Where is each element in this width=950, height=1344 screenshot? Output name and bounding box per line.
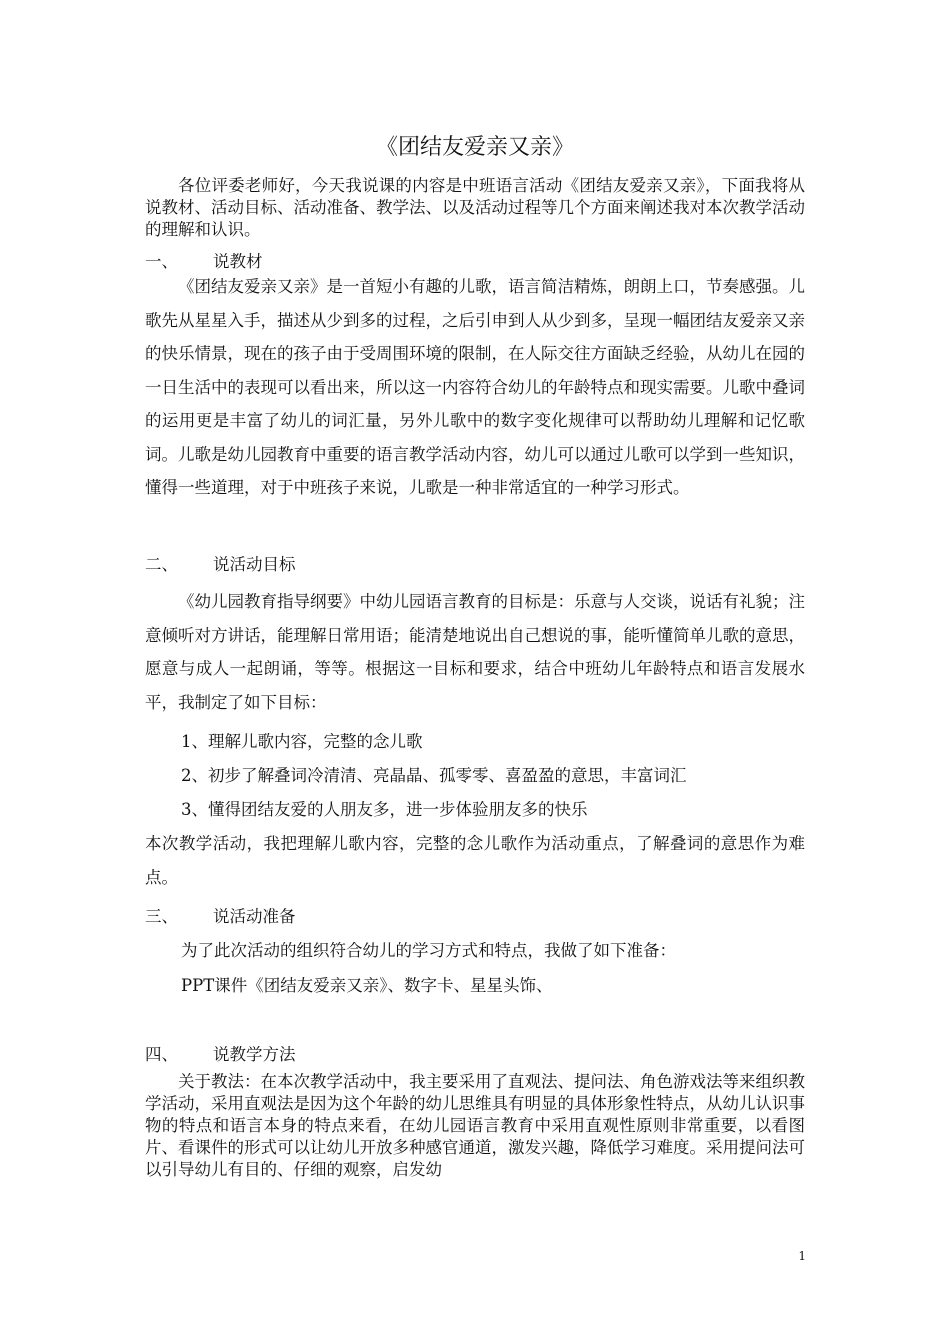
section-title: 说教学方法 <box>213 1045 296 1064</box>
goal-item: 1、理解儿歌内容，完整的念儿歌 <box>181 732 423 751</box>
section-number: 四、 <box>145 1045 178 1064</box>
section-number: 一、 <box>145 252 178 271</box>
goals-paragraph: 《幼儿园教育指导纲要》中幼儿园语言教育的目标是：乐意与人交谈，说话有礼貌；注意倾听对方讲话，能理解日常用语；能清楚地说出自己想说的事，能听懂简单儿歌的意思，愿意与成人一起朗诵，等等。根据这一目标和要求，结合中班幼儿年龄特点和语言发展水平，我制定了如下目标： <box>145 592 805 712</box>
page-number: 1 <box>798 1249 806 1263</box>
document-title: 《团结友爱亲又亲》 <box>375 135 574 160</box>
section-title: 说教材 <box>213 252 263 271</box>
preparation-paragraph: 为了此次活动的组织符合幼儿的学习方式和特点，我做了如下准备： <box>181 941 676 960</box>
methods-paragraph: 关于教法：在本次教学活动中，我主要采用了直观法、提问法、角色游戏法等来组织教学活动，采用直观法是因为这个年龄的幼儿思维具有明显的具体形象性特点，从幼儿认识事物的特点和语言本身的特点来看，在幼儿园语言教育中采用直观性原则非常重要，以看图片、看课件的形式可以让幼儿开放多种感官通道，激发兴趣，降低学习难度。采用提问法可以引导幼儿有目的、仔细的观察，启发幼 <box>145 1072 805 1179</box>
section-number: 三、 <box>145 907 178 926</box>
section-number: 二、 <box>145 555 178 574</box>
section-heading-preparation <box>145 906 296 928</box>
section-title: 说活动目标 <box>213 555 296 574</box>
goals-summary: 本次教学活动，我把理解儿歌内容，完整的念儿歌作为活动重点，了解叠词的意思作为难点。 <box>145 834 805 887</box>
section-heading-methods <box>145 1044 296 1066</box>
goal-item: 3、懂得团结友爱的人朋友多，进一步体验朋友多的快乐 <box>181 800 588 819</box>
section-title: 说活动准备 <box>213 907 296 926</box>
intro-paragraph: 各位评委老师好，今天我说课的内容是中班语言活动《团结友爱亲又亲》，下面我将从说教材、活动目标、活动准备、教学法、以及活动过程等几个方面来阐述我对本次教学活动的理解和认识。 <box>145 176 805 239</box>
section-heading-goals <box>145 554 296 576</box>
goal-item: 2、初步了解叠词冷清清、亮晶晶、孤零零、喜盈盈的意思，丰富词汇 <box>181 766 687 785</box>
preparation-materials: PPT课件《团结友爱亲又亲》、数字卡、星星头饰、 <box>181 976 553 995</box>
textbook-paragraph: 《团结友爱亲又亲》是一首短小有趣的儿歌，语言简洁精炼，朗朗上口，节奏感强。儿歌先从星星入手，描述从少到多的过程，之后引申到人从少到多，呈现一幅团结友爱亲又亲的快乐情景，现在的孩子由于受周围环境的限制，在人际交往方面缺乏经验，从幼儿在园的一日生活中的表现可以看出来，所以这一内容符合幼儿的年龄特点和现实需要。儿歌中叠词的运用更是丰富了幼儿的词汇量，另外儿歌中的数字变化规律可以帮助幼儿理解和记忆歌词。儿歌是幼儿园教育中重要的语言教学活动内容，幼儿可以通过儿歌可以学到一些知识，懂得一些道理，对于中班孩子来说，儿歌是一种非常适宜的一种学习形式。 <box>145 277 805 497</box>
